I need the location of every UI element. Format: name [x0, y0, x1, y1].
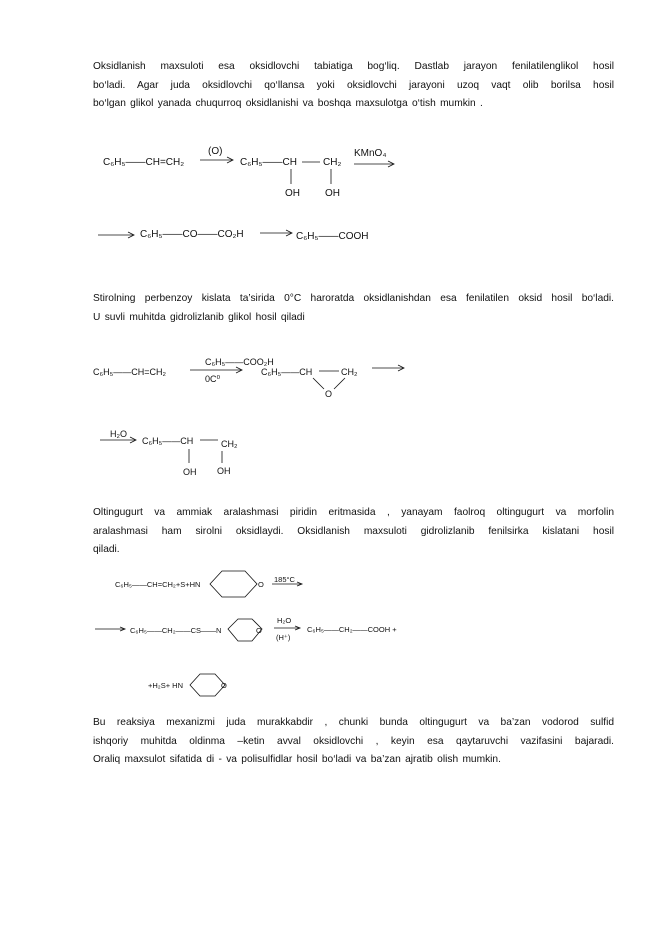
- morpholine-ring: [210, 571, 257, 597]
- reaction-scheme-epoxide: [0, 345, 661, 485]
- thioamide-formula: C₆H₅——CH₂——CS——N: [130, 626, 222, 635]
- ring-oxygen: O: [221, 681, 227, 690]
- reaction-scheme-glycol-oxidation: [0, 140, 661, 250]
- text-line: bo‘lgan glikol yanada chuqurroq oksidlanishi va boshqa maxsulotga o‘tish mumkin .: [93, 98, 483, 110]
- reaction-scheme-willgerodt: [0, 565, 661, 705]
- glycol-formula-left: C₆H₅——CH: [142, 436, 194, 446]
- styrene-formula: C₆H₅——CH=CH₂: [93, 367, 167, 377]
- text-line: bo‘ladi. Agar juda oksidlovchi qo‘llansa yoki oksidlovchi jarayoni uzoq vaqt olib borilsa hosil: [93, 79, 614, 91]
- acid-catalyst: (H⁺): [276, 633, 291, 642]
- bond-line: [313, 378, 324, 389]
- phenylacetic-acid-formula: C₆H₅——CH₂——COOH +: [307, 625, 397, 634]
- byproducts-formula: +H₂S+ HN: [148, 681, 184, 690]
- hydroxyl-group: OH: [285, 188, 300, 199]
- bond-line: [334, 378, 345, 389]
- styrene-formula: C₆H₅——CH=CH₂: [103, 157, 185, 168]
- text-line: Oksidlanish maxsuloti esa oksidlovchi tabiatiga bog‘liq. Dastlab jarayon fenilatilenglikol hosil: [93, 61, 614, 72]
- paragraph-oxidation-products: [93, 58, 614, 114]
- reactants-formula: C₆H₅——CH=CH₂+S+HN: [115, 580, 201, 589]
- water-reagent: H₂O: [110, 429, 127, 439]
- benzoic-acid-formula: C₆H₅——COOH: [296, 231, 369, 242]
- hydroxyl-group: OH: [325, 188, 340, 199]
- text-line: aralashmasi ham sirolni oksidlaydi. Oksidlanish maxsuloti gidrolizlanib fenilsirka kislatani hosil: [93, 525, 614, 537]
- epoxide-formula-left: C₆H₅——CH: [261, 367, 313, 377]
- paragraph-mechanism: [93, 714, 614, 770]
- water-reagent: H₂O: [277, 616, 292, 625]
- hydroxyl-group: OH: [217, 466, 231, 476]
- text-line: Bu reaksiya mexanizmi juda murakkabdir , chunki bunda oltingugurt va ba’zan vodorod sulfid: [93, 717, 614, 728]
- paragraph-perbenzoic-acid: [93, 290, 614, 327]
- text-line: U suvli muhitda gidrolizlanib glikol hosil qiladi: [93, 311, 305, 323]
- glycol-formula-right: CH₂: [221, 439, 238, 449]
- text-line: Oraliq maxsulot sifatida di - va polisulfidlar hosil bo‘ladi va ba’zan ajratib olish mumkin.: [93, 754, 501, 766]
- ring-oxygen: O: [256, 626, 262, 635]
- perbenzoic-acid-reagent: C₆H₅——COO₂H: [205, 357, 274, 367]
- text-line: Oltingugurt va ammiak aralashmasi piridin eritmasida , yanayam faolroq oltingugurt va morfolin: [93, 507, 614, 518]
- temperature-condition: 185°C: [274, 575, 295, 584]
- text-line: qiladi.: [93, 544, 120, 556]
- morpholine-ring: [190, 674, 225, 696]
- text-line: ishqoriy muhitda oldinma –ketin avval oksidlovchi , keyin esa qaytaruvchi vazifasini bajaradi.: [93, 735, 614, 747]
- phenylglyoxylic-acid-formula: C₆H₅——CO——CO₂H: [140, 229, 244, 240]
- epoxide-formula-right: CH₂: [341, 367, 358, 377]
- oxygen-reagent: (O): [208, 146, 223, 157]
- kmno4-reagent: KMnO₄: [354, 148, 387, 159]
- temperature-condition: 0C⁰: [205, 374, 221, 384]
- hydroxyl-group: OH: [183, 467, 197, 477]
- glycol-formula-left: C₆H₅——CH: [240, 157, 297, 168]
- text-line: Stirolning perbenzoy kislata ta’sirida 0°C haroratda oksidlanishdan esa fenilatilen oksid hosil bo‘ladi.: [93, 293, 614, 304]
- paragraph-sulfur-morpholine: [93, 504, 614, 560]
- ring-oxygen: O: [258, 580, 264, 589]
- epoxide-oxygen: O: [325, 389, 333, 399]
- glycol-formula-right: CH₂: [323, 157, 342, 168]
